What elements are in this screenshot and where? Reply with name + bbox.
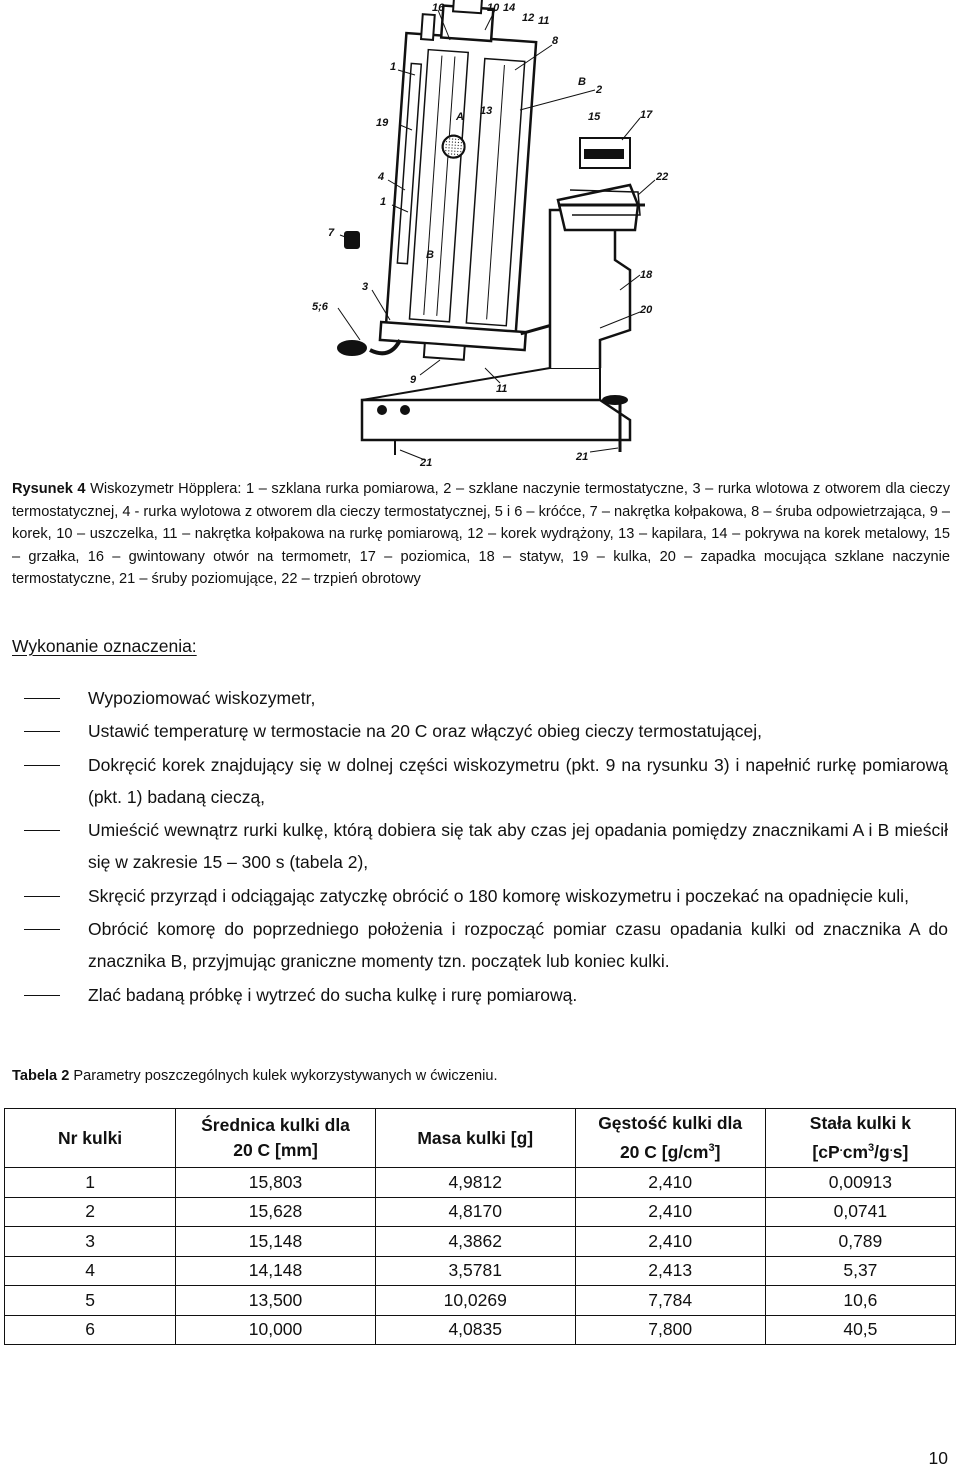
procedure-steps <box>12 682 948 1011</box>
procedure-step <box>12 880 948 912</box>
callout-label: B <box>578 76 586 88</box>
procedure-step <box>12 682 948 714</box>
figure-caption-label: Rysunek 4 <box>12 481 86 497</box>
figure-caption-text: Wiskozymetr Höpplera: 1 – szklana rurka pomiarowa, 2 – szklane naczynie termostatyczne, 3 – rurka wlotowa z otworem dla cieczy termostatycznej, 4 - rurka wylotowa z otworem dla cieczy termostatycznej, 5 i 6 – króćce, 7 – nakrętka kołpakowa, 8 – śruba odpowietrzająca, 9 – korek, 10 – uszczelka, 11 – nakrętka kołpakowa na rurkę pomiarową, 12 – korek wydrążony, 13 – kapilara, 14 – pokrywa na korek metalowy, 15 – grzałka, 16 – gwintowany otwór na termometr, 17 – poziomica, 18 – statyw, 19 – kulka, 20 – zapadka mocująca szklane naczynie termostatyczne, 21 – śruby poziomujące, 22 – trzpień obrotowy <box>12 481 950 588</box>
table-cell: 10,0269 <box>375 1286 575 1316</box>
table-cell: 3 <box>5 1227 176 1257</box>
table-cell: 10,6 <box>765 1286 955 1316</box>
page-number: 10 <box>928 1448 948 1468</box>
table-cell: 15,803 <box>176 1168 376 1198</box>
table-cell: 13,500 <box>176 1286 376 1316</box>
table-cell: 40,5 <box>765 1315 955 1345</box>
callout-label: 7 <box>328 227 335 239</box>
viscometer-diagram <box>300 0 680 470</box>
callout-label: 10 <box>487 2 500 14</box>
table-cell: 0,00913 <box>765 1168 955 1198</box>
table-row <box>5 1168 956 1198</box>
callout-label: 14 <box>503 2 516 14</box>
table-caption <box>12 1068 498 1084</box>
header-density: Gęstość kulki dla 20 C $[g/cm^3]$ <box>575 1109 765 1168</box>
callout-label: B <box>426 249 434 261</box>
callout-label: 3 <box>362 281 369 293</box>
table-cell: 4,9812 <box>375 1168 575 1198</box>
callout-label: 18 <box>640 269 653 281</box>
callout-label: 1 <box>390 61 397 73</box>
callout-label: 5;6 <box>312 301 328 313</box>
table-cell: 1 <box>5 1168 176 1198</box>
table-cell: 15,148 <box>176 1227 376 1257</box>
step-text: Skręcić przyrząd i odciągając zatyczkę obrócić o 180 komorę wiskozymetru i poczekać na opadnięcie kuli, <box>88 885 909 906</box>
table-cell: 14,148 <box>176 1256 376 1286</box>
header-ball-constant: Stała kulki k $[cP^.cm^3/g^.s]$ <box>765 1109 955 1168</box>
callout-label: 11 <box>538 15 550 27</box>
ball-parameters-table <box>4 1108 956 1345</box>
callout-label: 11 <box>496 383 508 395</box>
step-text: Umieścić wewnątrz rurki kulkę, którą dobiera się tak aby czas jej opadania pomiędzy znacznikami A i B mieścił się w zakresie 15 – 300 s (tabela 2), <box>88 820 948 873</box>
table-cell: 0,0741 <box>765 1197 955 1227</box>
callout-label: 19 <box>376 117 389 129</box>
callout-label: 17 <box>640 109 653 121</box>
callout-label: 20 <box>640 304 653 316</box>
table-cell: 4,0835 <box>375 1315 575 1345</box>
callout-label: 8 <box>552 35 559 47</box>
table-caption-label: Tabela 2 <box>12 1068 70 1084</box>
table-header-row <box>5 1109 956 1168</box>
table-row <box>5 1315 956 1345</box>
table-cell: 5 <box>5 1286 176 1316</box>
table-row <box>5 1256 956 1286</box>
step-text: Obrócić komorę do poprzedniego położenia i rozpocząć pomiar czasu opadania kulki od znacznika A do znacznika B, przyjmując graniczne momenty tzn. początek lub koniec kulki. <box>88 919 948 972</box>
step-text: Wypoziomować wiskozymetr, <box>88 688 316 708</box>
table-cell: 7,800 <box>575 1315 765 1345</box>
header-mass: Masa kulki [g] <box>375 1109 575 1168</box>
table-cell: 2 <box>5 1197 176 1227</box>
step-text: Zlać badaną próbkę i wytrzeć do sucha kulkę i rurę pomiarową. <box>88 984 578 1005</box>
callout-label: 13 <box>480 105 493 117</box>
table-cell: 5,37 <box>765 1256 955 1286</box>
table-cell: 2,413 <box>575 1256 765 1286</box>
header-ball-number: Nr kulki <box>5 1109 176 1168</box>
callout-label: 21 <box>576 451 589 463</box>
procedure-step <box>12 979 948 1011</box>
table-caption-text: Parametry poszczególnych kulek wykorzystywanych w ćwiczeniu. <box>69 1068 498 1084</box>
procedure-step <box>12 913 948 978</box>
table-row <box>5 1286 956 1316</box>
table-cell: 6 <box>5 1315 176 1345</box>
callout-label: 1 <box>380 196 387 208</box>
table-cell: 0,789 <box>765 1227 955 1257</box>
callout-label: 22 <box>656 171 669 183</box>
header-diameter: Średnica kulki dla 20 C [mm] <box>176 1109 376 1168</box>
table-cell: 10,000 <box>176 1315 376 1345</box>
callout-label: 2 <box>596 84 603 96</box>
table-row <box>5 1197 956 1227</box>
figure-caption <box>12 478 950 591</box>
table-cell: 3,5781 <box>375 1256 575 1286</box>
table-cell: 2,410 <box>575 1227 765 1257</box>
procedure-heading: Wykonanie oznaczenia: <box>12 636 197 656</box>
callout-label: 15 <box>588 111 601 123</box>
table-cell: 7,784 <box>575 1286 765 1316</box>
table-cell: 2,410 <box>575 1197 765 1227</box>
procedure-step <box>12 814 948 879</box>
callout-label: 21 <box>420 457 433 469</box>
callout-label: 9 <box>410 374 417 386</box>
table-cell: 4 <box>5 1256 176 1286</box>
step-text: Ustawić temperaturę w termostacie na 20 C oraz włączyć obieg cieczy termostatującej, <box>88 721 763 742</box>
table-cell: 4,8170 <box>375 1197 575 1227</box>
table-cell: 2,410 <box>575 1168 765 1198</box>
callout-label: 12 <box>522 12 535 24</box>
step-text: Dokręcić korek znajdujący się w dolnej części wiskozymetru (pkt. 9 na rysunku 3) i napełnić rurkę pomiarową (pkt. 1) badaną cieczą, <box>88 754 948 807</box>
callout-label: A <box>456 111 464 123</box>
procedure-step <box>12 715 948 747</box>
callout-label: 16 <box>432 2 445 14</box>
callout-label: 4 <box>378 171 385 183</box>
table-cell: 4,3862 <box>375 1227 575 1257</box>
table-cell: 15,628 <box>176 1197 376 1227</box>
procedure-step <box>12 749 948 814</box>
table-row <box>5 1227 956 1257</box>
